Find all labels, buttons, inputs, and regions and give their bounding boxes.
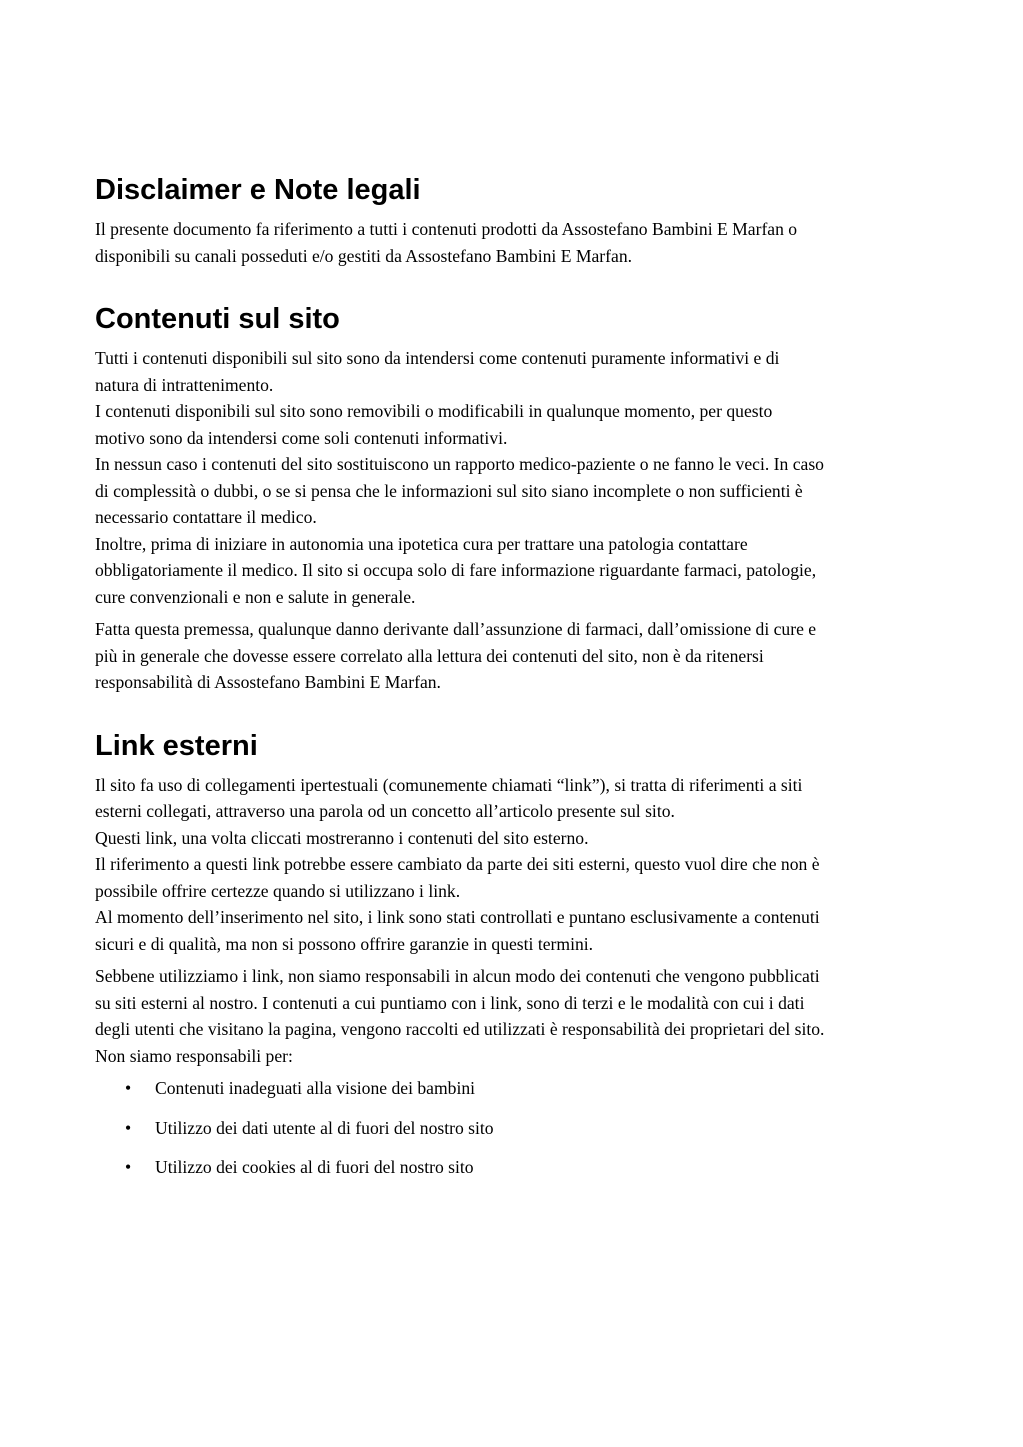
text-line: Il presente documento fa riferimento a tutti i contenuti prodotti da Assostefano Bambini E Marfan o [95, 219, 798, 239]
text-line: degli utenti che visitano la pagina, vengono raccolti ed utilizzati è responsabilità dei proprietari del sito. [95, 1019, 825, 1039]
section-link-esterni [95, 726, 935, 1181]
list-item-text: Contenuti inadeguati alla visione dei bambini [155, 1078, 476, 1098]
section-disclaimer [95, 170, 935, 269]
paragraph [95, 772, 935, 958]
text-line: Non siamo responsabili per: [95, 1045, 293, 1066]
bullet-icon: • [125, 1157, 132, 1177]
heading-link-esterni: Link esterni [95, 729, 258, 762]
text-line: Questi link, una volta cliccati mostreranno i contenuti del sito esterno. [95, 827, 589, 848]
text-line: esterni collegati, attraverso una parola od un concetto all’articolo presente sul sito. [95, 801, 675, 821]
text-line: I contenuti disponibili sul sito sono removibili o modificabili in qualunque momento, per questo [95, 401, 773, 421]
text-line: necessario contattare il medico. [95, 507, 317, 527]
text-line: cure convenzionali e non e salute in generale. [95, 586, 416, 607]
bullet-icon: • [125, 1117, 132, 1138]
paragraph [95, 616, 935, 696]
text-line: su siti esterni al nostro. I contenuti a cui puntiamo con i link, sono di terzi e le modalità con cui i dati [95, 992, 805, 1013]
paragraph [95, 216, 935, 269]
text-line: di complessità o dubbi, o se si pensa che le informazioni sul sito siano incomplete o non sufficienti è [95, 480, 803, 501]
text-line: sicuri e di qualità, ma non si possono offrire garanzie in questi termini. [95, 933, 594, 954]
heading-contenuti: Contenuti sul sito [95, 303, 340, 335]
text-line: In nessun caso i contenuti del sito sostituiscono un rapporto medico-paziente o ne fanno le veci. In caso [95, 454, 824, 474]
text-line: più in generale che dovesse essere correlato alla lettura dei contenuti del sito, non è da ritenersi [95, 645, 764, 666]
text-line: Il sito fa uso di collegamenti ipertestuali (comunemente chiamati “link”), si tratta di riferimenti a siti [95, 774, 803, 795]
bullet-list [95, 1075, 935, 1181]
text-line: Sebbene utilizziamo i link, non siamo responsabili in alcun modo dei contenuti che vengono pubblicati [95, 966, 820, 986]
text-line: motivo sono da intendersi come soli contenuti informativi. [95, 427, 508, 448]
text-line: Al momento dell’inserimento nel sito, i link sono stati controllati e puntano esclusivamente a contenuti [95, 907, 820, 927]
text-line: obbligatoriamente il medico. Il sito si occupa solo di fare informazione riguardante farmaci, patologie, [95, 560, 817, 580]
text-line: responsabilità di Assostefano Bambini E Marfan. [95, 672, 441, 692]
text-line: disponibili su canali posseduti e/o gestiti da Assostefano Bambini E Marfan. [95, 245, 633, 266]
paragraph [95, 963, 935, 1069]
list-item [95, 1115, 935, 1142]
text-line: Inoltre, prima di iniziare in autonomia una ipotetica cura per trattare una patologia contattare [95, 533, 748, 554]
document-page [95, 170, 935, 1211]
list-item [95, 1154, 935, 1181]
bullet-icon: • [125, 1078, 132, 1098]
text-line: Tutti i contenuti disponibili sul sito sono da intendersi come contenuti puramente informativi e di [95, 348, 780, 368]
list-item [95, 1075, 935, 1102]
paragraph [95, 345, 935, 610]
section-contenuti [95, 299, 935, 696]
text-line: Fatta questa premessa, qualunque danno derivante dall’assunzione di farmaci, dall’omissione di cure e [95, 619, 817, 639]
heading-disclaimer: Disclaimer e Note legali [95, 174, 421, 206]
text-line: Il riferimento a questi link potrebbe essere cambiato da parte dei siti esterni, questo vuol dire che non è [95, 854, 820, 874]
list-item-text: Utilizzo dei dati utente al di fuori del nostro sito [155, 1117, 494, 1138]
text-line: natura di intrattenimento. [95, 374, 274, 395]
list-item-text: Utilizzo dei cookies al di fuori del nostro sito [155, 1157, 474, 1177]
text-line: possibile offrire certezze quando si utilizzano i link. [95, 880, 461, 901]
